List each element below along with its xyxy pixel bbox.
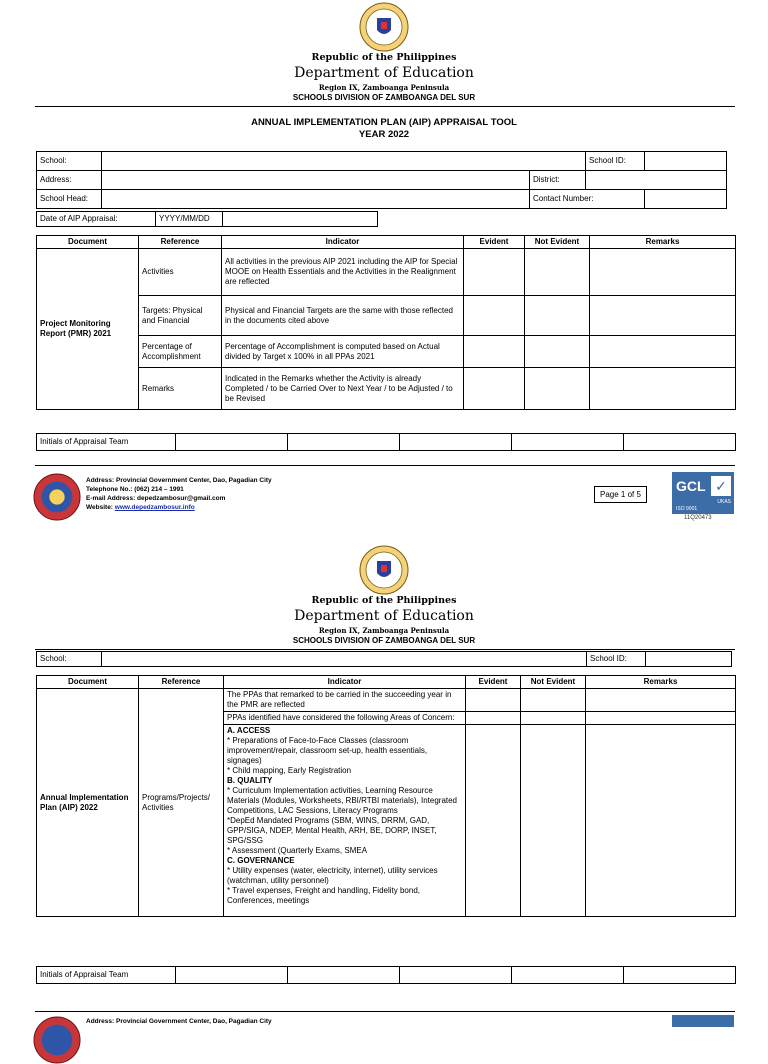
footer-address: Address: Provincial Government Center, Dao, Pagadian City [86, 477, 272, 484]
checkmark-icon: ✓ [711, 476, 731, 496]
reference-cell: Remarks [139, 368, 222, 410]
deped-seal-icon [359, 545, 409, 595]
col-evident: Evident [464, 236, 525, 249]
evident-cell[interactable] [466, 712, 521, 725]
indicator-cell: The PPAs that remarked to be carried in the succeeding year in the PMR are reflected [224, 689, 466, 712]
initials-table [36, 433, 736, 451]
district-field[interactable] [586, 171, 727, 190]
header-republic: Republic of the Philippines [311, 595, 457, 606]
evident-cell[interactable] [464, 336, 525, 368]
reference-cell: Targets: Physical and Financial [139, 296, 222, 336]
date-extra-field[interactable] [223, 212, 378, 227]
remarks-cell[interactable] [590, 336, 736, 368]
reference-cell: Programs/Projects/ Activities [139, 689, 224, 917]
reference-cell: Activities [139, 249, 222, 296]
aip-appraisal-table [36, 675, 736, 917]
remarks-cell[interactable] [590, 368, 736, 410]
initials-field[interactable] [288, 434, 400, 451]
initials-label: Initials of Appraisal Team [37, 967, 176, 984]
school-id-label: School ID: [587, 652, 646, 667]
initials-field[interactable] [512, 967, 624, 984]
contact-field[interactable] [645, 190, 727, 209]
header-region: Region IX, Zamboanga Peninsula [318, 626, 450, 635]
evident-cell[interactable] [464, 249, 525, 296]
division-seal-icon [33, 473, 81, 521]
col-document: Document [37, 236, 139, 249]
ukas-label: UKAS [717, 499, 731, 505]
school-label: School: [37, 152, 102, 171]
initials-field[interactable] [400, 434, 512, 451]
division-seal-icon [33, 1016, 81, 1064]
evident-cell[interactable] [464, 296, 525, 336]
document-cell: Annual Implementation Plan (AIP) 2022 [37, 689, 139, 917]
initials-field[interactable] [624, 434, 736, 451]
date-table [36, 211, 378, 227]
address-field[interactable] [102, 171, 530, 190]
date-field[interactable]: YYYY/MM/DD [156, 212, 223, 227]
contact-label: Contact Number: [530, 190, 645, 209]
evident-cell[interactable] [466, 725, 521, 917]
col-evident: Evident [466, 676, 521, 689]
district-label: District: [530, 171, 586, 190]
initials-field[interactable] [512, 434, 624, 451]
footer-website-label: Website: [86, 504, 113, 511]
not-evident-cell[interactable] [525, 368, 590, 410]
footer-email: E-mail Address: depedzambosur@gmail.com [86, 495, 226, 502]
reference-cell: Percentage of Accomplishment [139, 336, 222, 368]
header-republic: Republic of the Philippines [311, 52, 457, 63]
access-heading: A. ACCESS [227, 726, 271, 735]
school-info-table [36, 151, 727, 209]
document-cell: Project Monitoring Report (PMR) 2021 [37, 249, 139, 410]
footer-divider [35, 1011, 735, 1012]
not-evident-cell[interactable] [521, 725, 586, 917]
quality-item: * Curriculum Implementation activities, Learning Resource Materials (Modules, Worksheets, RBI/RTBI materials), Integrated Competitions, LAC Sessions, Literacy Programs [227, 786, 458, 815]
remarks-cell[interactable] [586, 725, 736, 917]
indicator-cell: Percentage of Accomplishment is computed based on Actual divided by Target x 100% in all PPAs 2021 [222, 336, 464, 368]
header-department: Department of Education [294, 608, 474, 624]
table-row [37, 689, 736, 712]
header-divider [35, 649, 735, 650]
school-head-field[interactable] [102, 190, 530, 209]
header-division: SCHOOLS DIVISION OF ZAMBOANGA DEL SUR [292, 636, 476, 645]
footer-telephone: Telephone No.: (062) 214 – 1991 [86, 486, 184, 493]
governance-item: * Travel expenses, Freight and handling, Fidelity bond, Conferences, meetings [227, 886, 421, 905]
page-number: Page 1 of 5 [594, 486, 647, 503]
gcl-label: GCL [676, 478, 706, 494]
governance-heading: C. GOVERNANCE [227, 856, 295, 865]
initials-table-2 [36, 966, 736, 984]
indicator-cell: Indicated in the Remarks whether the Activity is already Completed / to be Carried Over to Next Year / to be Adjusted / to be Revised [222, 368, 464, 410]
footer-website-link[interactable]: www.depedzambosur.info [114, 504, 195, 511]
school-label: School: [37, 652, 102, 667]
initials-label: Initials of Appraisal Team [37, 434, 176, 451]
not-evident-cell[interactable] [525, 249, 590, 296]
initials-field[interactable] [288, 967, 400, 984]
gcl-certification-badge [672, 1015, 734, 1027]
remarks-cell[interactable] [586, 689, 736, 712]
school-head-label: School Head: [37, 190, 102, 209]
access-item: * Child mapping, Early Registration [227, 766, 352, 775]
school-id-label: School ID: [586, 152, 645, 171]
remarks-cell[interactable] [586, 712, 736, 725]
initials-field[interactable] [624, 967, 736, 984]
not-evident-cell[interactable] [521, 712, 586, 725]
not-evident-cell[interactable] [521, 689, 586, 712]
deped-seal-icon [359, 2, 409, 52]
areas-of-concern-cell [224, 725, 466, 917]
school-field[interactable] [102, 152, 586, 171]
not-evident-cell[interactable] [525, 296, 590, 336]
iso-label: ISO 9001 [676, 506, 698, 512]
table-row [37, 368, 736, 410]
governance-item: * Utility expenses (water, electricity, internet), utility services (watchman, utility personnel) [227, 866, 438, 885]
page-title: ANNUAL IMPLEMENTATION PLAN (AIP) APPRAISAL TOOL [251, 117, 517, 128]
col-reference: Reference [139, 236, 222, 249]
col-not-evident: Not Evident [521, 676, 586, 689]
page-year: YEAR 2022 [358, 129, 410, 140]
col-not-evident: Not Evident [525, 236, 590, 249]
header-divider [35, 106, 735, 107]
col-remarks: Remarks [586, 676, 736, 689]
quality-item: * Assessment (Quarterly Exams, SMEA [227, 846, 368, 855]
col-indicator: Indicator [222, 236, 464, 249]
not-evident-cell[interactable] [525, 336, 590, 368]
table-row [37, 249, 736, 296]
evident-cell[interactable] [466, 689, 521, 712]
table-row [37, 296, 736, 336]
access-item: * Preparations of Face-to-Face Classes (classroom improvement/repair, classroom set-up, health essentials, signages) [227, 736, 428, 765]
header-division: SCHOOLS DIVISION OF ZAMBOANGA DEL SUR [292, 93, 476, 102]
table-row [37, 336, 736, 368]
initials-field[interactable] [176, 434, 288, 451]
quality-heading: B. QUALITY [227, 776, 273, 785]
initials-field[interactable] [400, 967, 512, 984]
col-document: Document [37, 676, 139, 689]
footer-address: Address: Provincial Government Center, Dao, Pagadian City [86, 1018, 272, 1025]
col-indicator: Indicator [224, 676, 466, 689]
remarks-cell[interactable] [590, 296, 736, 336]
indicator-cell: PPAs identified have considered the following Areas of Concern: [224, 712, 466, 725]
school-info-table-2 [36, 651, 732, 667]
indicator-cell: All activities in the previous AIP 2021 including the AIP for Special MOOE on Health Essentials and the Activities in the Realignment are reflected [222, 249, 464, 296]
date-label: Date of AIP Appraisal: [37, 212, 156, 227]
footer-divider [35, 465, 735, 466]
initials-field[interactable] [176, 967, 288, 984]
gcl-certification-badge [672, 472, 734, 514]
pmr-appraisal-table [36, 235, 736, 410]
address-label: Address: [37, 171, 102, 190]
footer-contact [86, 476, 272, 512]
header-region: Region IX, Zamboanga Peninsula [318, 83, 450, 92]
school-id-field[interactable] [645, 152, 727, 171]
indicator-cell: Physical and Financial Targets are the same with those reflected in the documents cited above [222, 296, 464, 336]
cert-number: 11Q20473 [684, 515, 712, 521]
col-remarks: Remarks [590, 236, 736, 249]
school-id-field[interactable] [646, 652, 732, 667]
evident-cell[interactable] [464, 368, 525, 410]
header-department: Department of Education [294, 65, 474, 81]
school-field[interactable] [102, 652, 587, 667]
remarks-cell[interactable] [590, 249, 736, 296]
col-reference: Reference [139, 676, 224, 689]
quality-item: *DepEd Mandated Programs (SBM, WINS, DRRM, GAD, GPP/SIGA, NDEP, Mental Health, ARH, BE, DORP, INSET, SPG/SSG [227, 816, 437, 845]
